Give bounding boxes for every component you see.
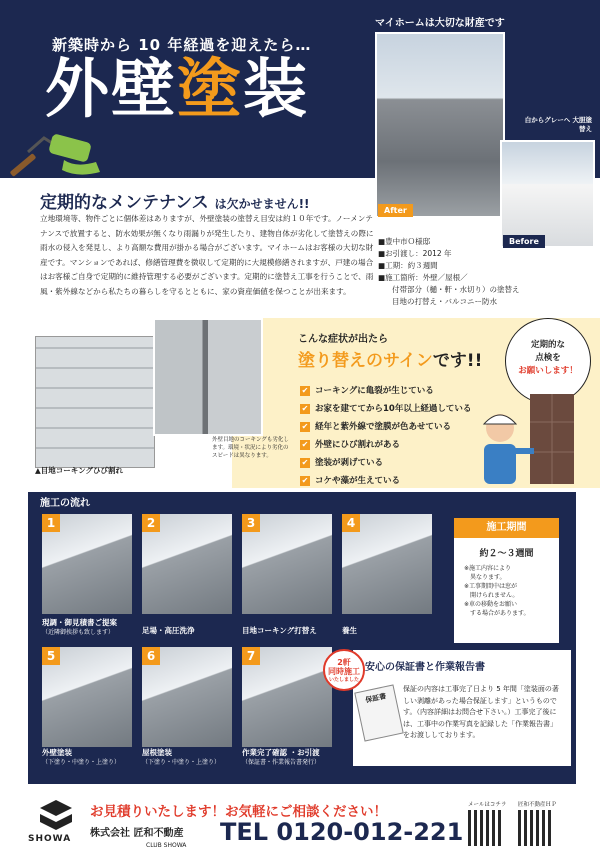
step-label: 養生 <box>342 626 357 635</box>
worker-illustration-icon <box>470 392 580 486</box>
header-subtitle: 新築時から 10 年経過を迎えたら… <box>52 36 312 54</box>
flow-title: 施工の流れ <box>40 498 90 509</box>
period-value: 約２〜３週間 <box>479 549 534 559</box>
step-number: 1 <box>42 514 60 532</box>
two-houses-badge: 2軒 同時施工 いたしました <box>323 649 365 691</box>
flow-step-3 <box>242 514 332 614</box>
after-label: After <box>378 204 413 217</box>
certificate-icon: 保証書 <box>354 684 404 741</box>
step-number: 6 <box>142 647 160 665</box>
info-line: ■お引渡し：2012 年 <box>378 249 452 258</box>
phone-number[interactable]: TEL 0120-012-221 <box>220 818 464 846</box>
guarantee-text: 保証の内容は工事完了日より 5 年間「塗装面の著しい剥離があった場合保証します」というものです。（内容詳細はお問合せ下さい。）工事完了後には、工事中の作業写真を記録した「作業報告書」をお渡ししております。 <box>403 685 559 739</box>
sign-item: ✔ 塗装が剥げている <box>301 458 384 468</box>
paint-roller-icon <box>4 112 104 182</box>
guarantee-title: 安心の保証書と作業報告書 <box>365 662 485 673</box>
wall-photo-2 <box>153 318 263 436</box>
step-label: 目地コーキング打替え <box>242 626 317 635</box>
step-label: 足場・高圧洗浄 <box>142 626 195 635</box>
qr-label-hp: 匠和不動産ＨＰ <box>518 802 557 808</box>
signs-title-main: 塗り替えのサイン <box>298 351 433 371</box>
title-part-2: 装 <box>243 53 309 127</box>
step-number: 4 <box>342 514 360 532</box>
period-notes: ※施工内容により 異なります。 ※工事期間中は窓が 開けられません。 ※車の移動をお願い する場合があります。 <box>464 565 530 617</box>
footer-headline: お見積りいたします！お気軽にご相談ください！ <box>90 804 387 820</box>
logo-text: SHOWA <box>28 834 72 844</box>
sign-item: ✔ 経年と紫外線で塗膜が色あせている <box>301 422 452 432</box>
signs-head: こんな症状が出たら <box>298 334 388 345</box>
change-note: 白からグレーへ 大胆塗替え <box>524 116 592 133</box>
note-caption: 外壁目地のコーキングも劣化します。環境・状況により劣化のスピードは異なります。 <box>212 437 289 459</box>
title-part-1: 外壁 <box>45 53 177 127</box>
step-label: 屋根塗装 （下塗り・中塗り・上塗り） <box>142 748 221 766</box>
checkmark-icon: ✔ <box>301 440 309 449</box>
checkmark-icon: ✔ <box>301 422 309 431</box>
maintenance-body: 立地環境等、物件ごとに個体差はありますが、外壁塗装の塗替え目安は約１０年です。ノーメンテナンスで放置すると、防水効果が無くなり雨漏りが発生したり、建物自体が劣化して塗替えの際に雨水の侵入を発見し、より高額な費用が掛かる場合がございます。マイホームはお客様の大切な財産です。マンションであれば、修繕管理費を徴収して定期的に大規模修繕されますが、戸建の場合はお客様ご自身で定期的に維持管理する必要がございます。定期的に塗替え工事を行うことで、雨風・紫外線などから私たちの暮らしを守るとともに、家の資産価値を保つことが出来ます。 <box>40 214 374 296</box>
flow-step-4 <box>342 514 432 614</box>
step-number: 7 <box>242 647 260 665</box>
after-photo <box>375 32 505 218</box>
wall-crack-photos <box>35 318 235 468</box>
step-number: 2 <box>142 514 160 532</box>
flow-step-5 <box>42 647 132 747</box>
title-part-orange: 塗 <box>177 53 243 127</box>
sign-item: ✔ お家を建ててから10年以上経過している <box>301 404 472 414</box>
guarantee-box <box>353 650 571 766</box>
maintenance-title-main: 定期的なメンテナンス <box>40 193 209 213</box>
signs-list <box>300 382 471 490</box>
signs-title <box>298 346 482 371</box>
before-photo <box>500 140 595 248</box>
project-info <box>378 236 588 308</box>
crack-caption: ▲目地コーキングひび割れ <box>35 466 124 475</box>
qr-hp-icon[interactable] <box>518 810 554 846</box>
qr-mail-icon[interactable] <box>468 810 504 846</box>
maintenance-title-suffix: は欠かせません!! <box>214 197 310 211</box>
sign-item: ✔ コケや藻が生えている <box>301 476 401 486</box>
checkmark-icon: ✔ <box>301 404 309 413</box>
sign-item: ✔ コーキングに亀裂が生じている <box>301 386 434 396</box>
step-number: 5 <box>42 647 60 665</box>
step-label: 作業完了確認 ・お引渡 （保証書・作業報告書発行） <box>242 748 321 766</box>
wall-photo-1 <box>35 336 155 468</box>
flow-step-6 <box>142 647 232 747</box>
inspection-bubble: 定期的な 点検を お願いします！ <box>505 318 591 404</box>
checkmark-icon: ✔ <box>301 476 309 485</box>
info-line: 付帯部分（樋・軒・水切り）の塗替え <box>392 285 520 294</box>
company-name: 株式会社 匠和不動産 CLUB SHOWA <box>90 828 187 849</box>
info-line: ■工期：約３週間 <box>378 261 438 270</box>
info-line: ■豊中市Ｏ様邸 <box>378 237 431 246</box>
flow-step-1 <box>42 514 132 614</box>
maintenance-title <box>40 188 310 213</box>
period-title: 施工期間 <box>454 518 559 538</box>
step-label: 現調・御見積書ご提案 （近隣御挨拶も致します） <box>42 618 117 636</box>
qr-label-mail: メールはコチラ <box>468 802 507 808</box>
flow-step-7 <box>242 647 332 747</box>
checkmark-icon: ✔ <box>301 458 309 467</box>
sign-item: ✔ 外壁にひび割れがある <box>301 440 401 450</box>
flow-step-2 <box>142 514 232 614</box>
step-number: 3 <box>242 514 260 532</box>
before-label: Before <box>503 235 545 248</box>
info-line: ■施工箇所：外壁／屋根／ <box>378 273 468 282</box>
checkmark-icon: ✔ <box>301 386 309 395</box>
photo-tag: マイホームは大切な財産です <box>375 18 505 29</box>
info-line: 目地の打替え・バルコニー防水 <box>392 297 497 306</box>
signs-title-suffix: です!! <box>432 351 483 371</box>
construction-period-box <box>454 518 559 643</box>
step-label: 外壁塗装 （下塗り・中塗り・上塗り） <box>42 748 121 766</box>
